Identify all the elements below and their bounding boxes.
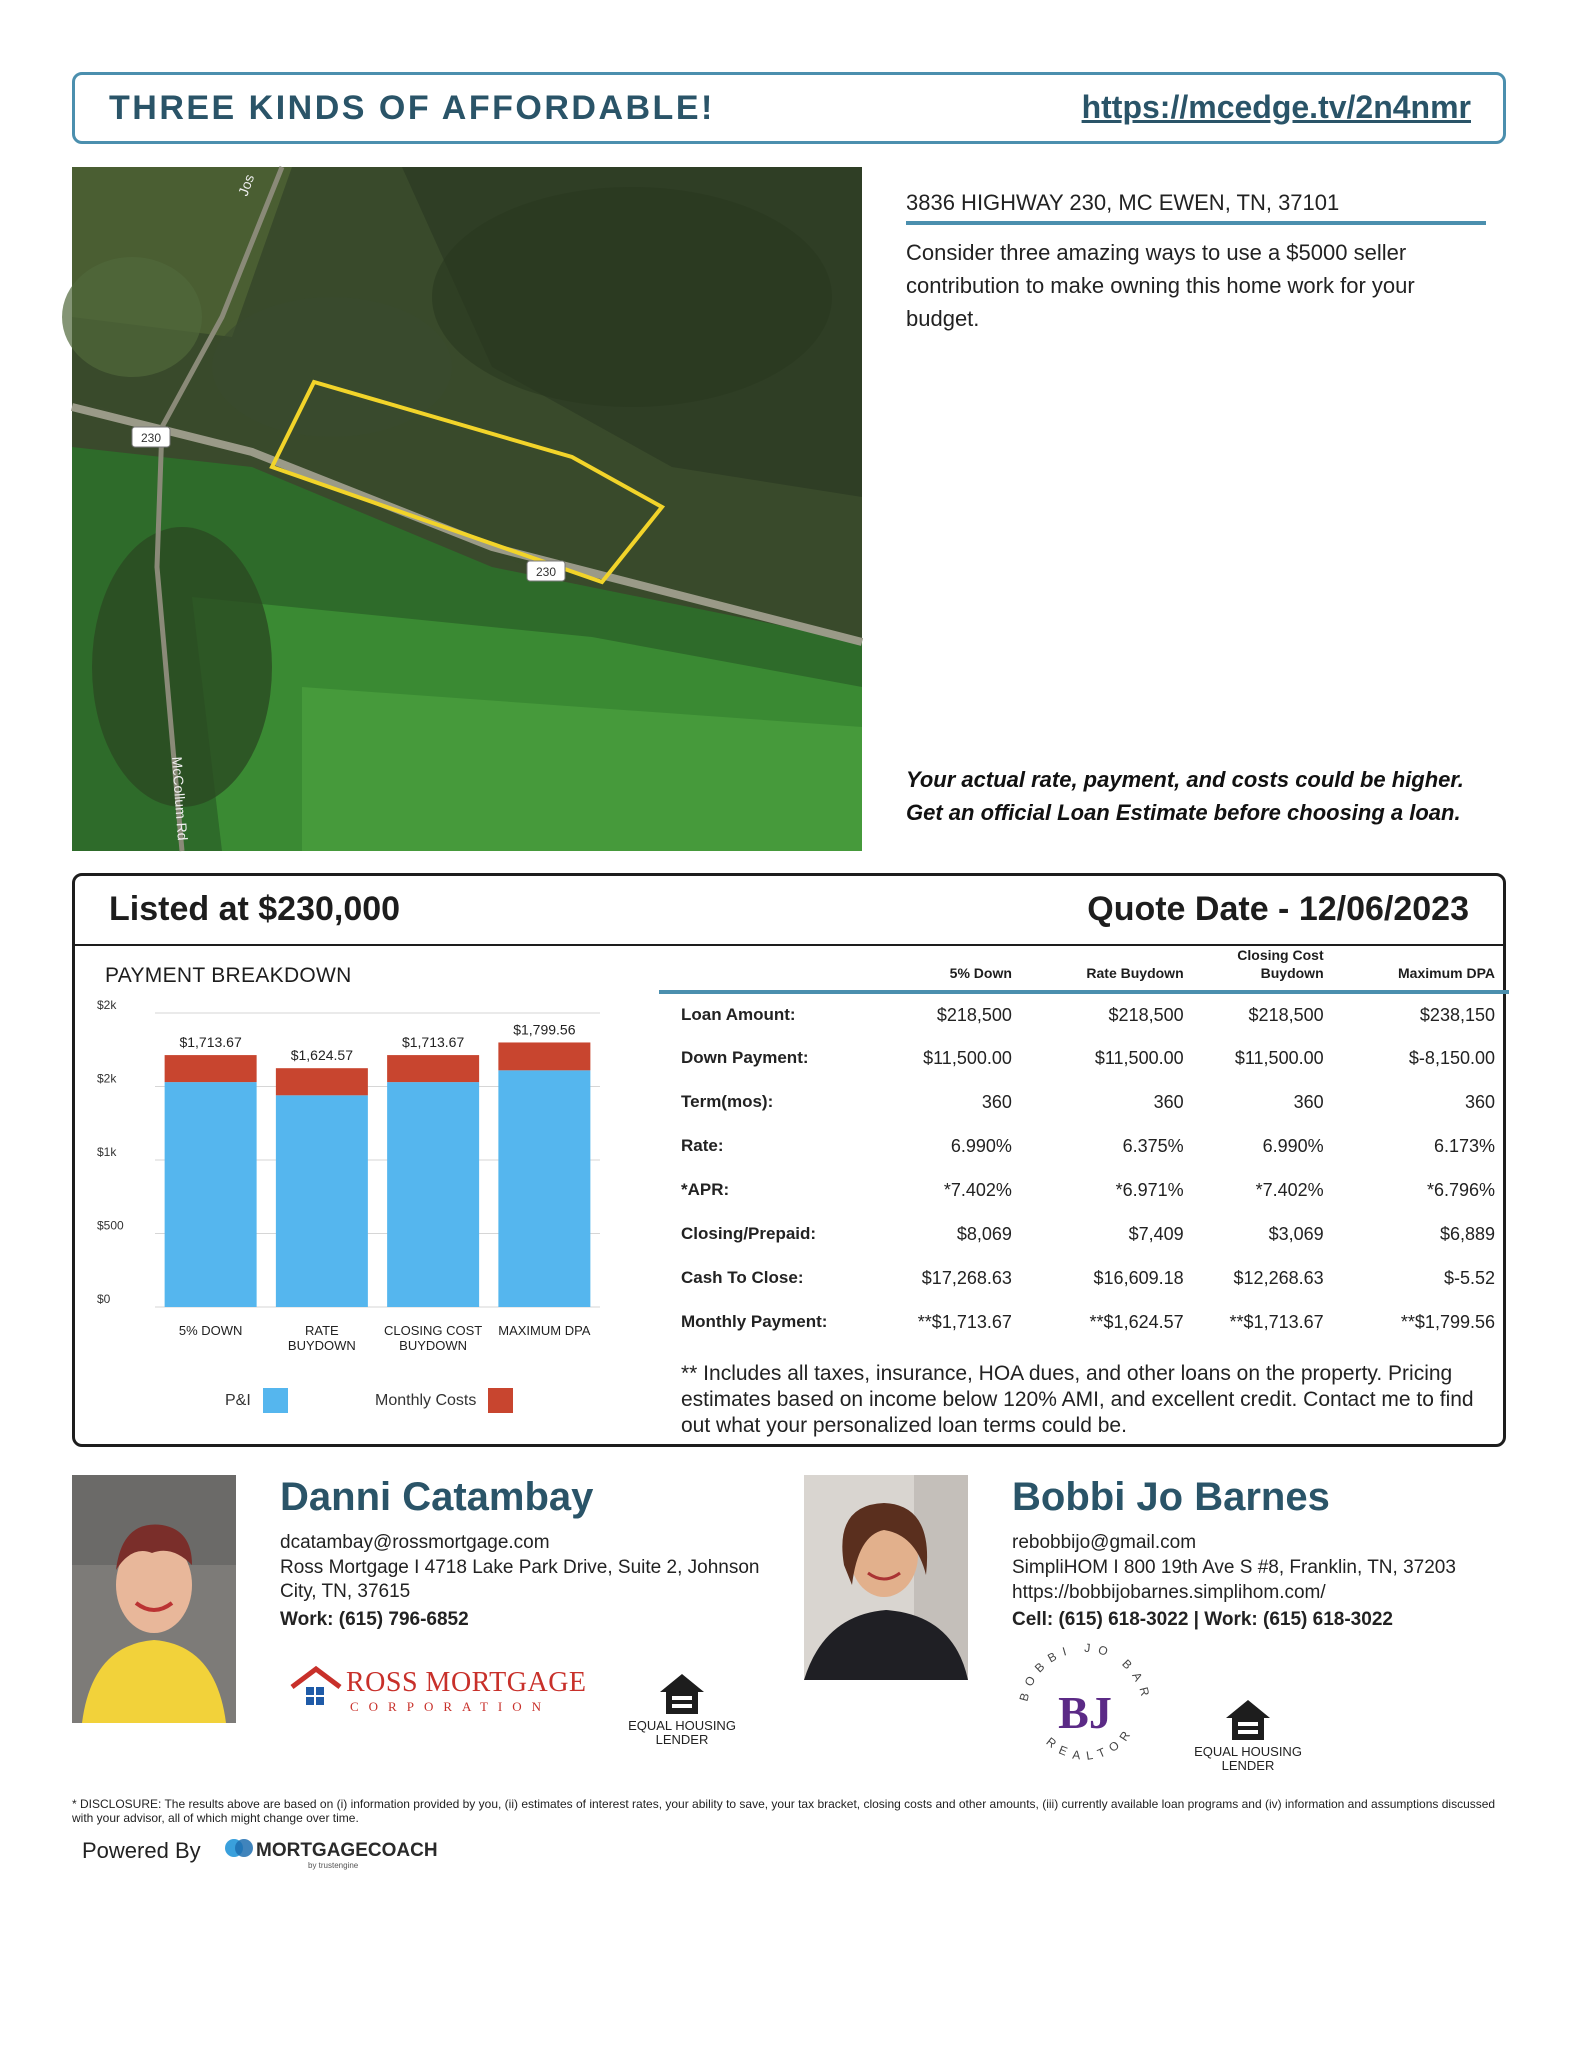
row-label: Cash To Close: [681, 1268, 804, 1287]
chart-title: PAYMENT BREAKDOWN [105, 964, 352, 987]
house-icon [288, 1665, 344, 1709]
bar-total-label: $1,713.67 [179, 1034, 242, 1051]
x-tick-label: RATE [305, 1323, 339, 1338]
table-cell: *7.402% [1255, 1179, 1324, 1200]
legend-monthly-label: Monthly Costs [375, 1391, 477, 1409]
row-label: Rate: [681, 1136, 724, 1155]
table-cell: $-5.52 [1443, 1267, 1495, 1288]
table-cell: $238,150 [1419, 1004, 1495, 1025]
mortgagecoach-logo [222, 1834, 438, 1879]
listing-price: Listed at $230,000 [109, 890, 401, 928]
agent-email-danni[interactable]: dcatambay@rossmortgage.com [280, 1532, 550, 1553]
mortgagecoach-sub: by trustengine [308, 1861, 359, 1870]
ehl-line-2: LENDER [1221, 1758, 1275, 1773]
payment-chart [95, 991, 615, 1371]
ehl-line-1: EQUAL HOUSING [628, 1718, 736, 1733]
table-row [659, 1256, 1509, 1300]
road-label-1: 230 [140, 431, 162, 445]
agent-address-bobbi: SimpliHOM I 800 19th Ave S #8, Franklin, TN, 37203 [1012, 1557, 1456, 1578]
table-cell: $12,268.63 [1233, 1267, 1324, 1288]
avatar [72, 1475, 236, 1723]
equal-housing-logo-2 [1188, 1698, 1308, 1773]
agent-photo-danni [72, 1475, 236, 1723]
y-tick-label: $2k [97, 1071, 117, 1086]
table-cell: 360 [1153, 1091, 1184, 1112]
page-title: THREE KINDS OF AFFORDABLE! [109, 89, 715, 127]
property-address: 3836 HIGHWAY 230, MC EWEN, TN, 37101 [906, 190, 1340, 215]
realtor-seal [1005, 1630, 1165, 1790]
table-header-blank [659, 946, 859, 992]
agent-name-bobbi: Bobbi Jo Barnes [1012, 1475, 1330, 1519]
column-header: Rate Buydown [1086, 965, 1184, 981]
road-name-2: Jos [234, 172, 258, 199]
table-row [659, 1124, 1509, 1168]
row-label: *APR: [681, 1180, 730, 1199]
bar-monthly-costs [276, 1068, 368, 1095]
table-row [659, 1300, 1509, 1344]
ross-mortgage-logo [288, 1665, 588, 1725]
disclosure-text: * DISCLOSURE: The results above are based on (i) information provided by you, (ii) estimates of interest rates, your ability to save, your tax bracket, closing costs and other amounts, (iii) currently available loan programs and (iv) information and assumptions discussed with your advisor, all of which might change over time. [72, 1797, 1496, 1825]
table-cell: 6.990% [1262, 1135, 1324, 1156]
ehl-line-2: LENDER [655, 1732, 709, 1747]
logo-arc-top: BOBBI JO BAR [1016, 1640, 1154, 1705]
table-cell: $6,889 [1439, 1223, 1495, 1244]
table-cell: **$1,713.67 [1229, 1311, 1324, 1332]
agent-phone-danni[interactable]: Work: (615) 796-6852 [280, 1609, 469, 1630]
share-link[interactable]: https://mcedge.tv/2n4nmr [1081, 89, 1471, 125]
bobbi-jo-realtor-logo [1005, 1630, 1165, 1790]
table-cell: **$1,624.57 [1089, 1311, 1184, 1332]
table-cell: $218,500 [1248, 1004, 1324, 1025]
header-banner [72, 72, 1506, 144]
agent-name-danni: Danni Catambay [280, 1475, 594, 1519]
y-tick-label: $500 [97, 1218, 124, 1233]
bar-total-label: $1,624.57 [290, 1047, 354, 1064]
table-cell: **$1,799.56 [1400, 1311, 1495, 1332]
column-header: Maximum DPA [1398, 965, 1495, 981]
loan-estimate-disclaimer: Your actual rate, payment, and costs could be higher. Get an official Loan Estimate before choosing a loan. [906, 767, 1464, 825]
table-cell: $218,500 [1108, 1004, 1184, 1025]
table-cell: $11,500.00 [1094, 1047, 1184, 1068]
agent-email-bobbi[interactable]: rebobbijo@gmail.com [1012, 1532, 1197, 1553]
table-cell: $11,500.00 [1234, 1047, 1324, 1068]
logo-monogram: BJ [1058, 1687, 1112, 1738]
legend-pi [225, 1388, 288, 1413]
bar-pi [498, 1070, 590, 1307]
table-row [659, 992, 1509, 1036]
bar-pi [387, 1082, 479, 1307]
logo-arc-bottom: REALTOR [1043, 1722, 1137, 1764]
bar-pi [276, 1095, 368, 1307]
x-tick-label: MAXIMUM DPA [498, 1323, 591, 1338]
equal-housing-logo-1 [622, 1672, 742, 1747]
agent-website-bobbi[interactable]: https://bobbijobarnes.simplihom.com/ [1012, 1582, 1326, 1603]
y-tick-label: $1k [97, 1145, 117, 1159]
road-label-2: 230 [535, 565, 557, 579]
column-header: Closing Cost Buydown [1237, 947, 1324, 981]
agent-phone-bobbi[interactable]: Cell: (615) 618-3022 | Work: (615) 618-3022 [1012, 1609, 1393, 1630]
property-map[interactable] [72, 167, 862, 851]
table-cell: $-8,150.00 [1408, 1047, 1495, 1068]
legend-pi-label: P&I [225, 1391, 251, 1409]
mortgagecoach-brand: MORTGAGECOACH [256, 1840, 438, 1861]
mortgagecoach-mark [222, 1834, 438, 1874]
table-row [659, 1212, 1509, 1256]
table-cell: *6.971% [1115, 1179, 1184, 1200]
table-cell: $7,409 [1128, 1223, 1184, 1244]
address-divider [906, 221, 1486, 225]
table-cell: **$1,713.67 [917, 1311, 1012, 1332]
bar-total-label: $1,799.56 [513, 1021, 576, 1038]
legend-monthly-swatch [488, 1388, 513, 1413]
ross-logo-sub: CORPORATION [350, 1699, 552, 1714]
x-tick-label: 5% DOWN [178, 1323, 243, 1338]
x-tick-label: BUYDOWN [287, 1338, 356, 1353]
row-label: Loan Amount: [681, 1005, 796, 1024]
x-tick-label: BUYDOWN [399, 1338, 468, 1353]
column-header: 5% Down [949, 965, 1012, 981]
powered-by-label: Powered By [82, 1838, 201, 1863]
table-row [659, 1036, 1509, 1080]
bar-monthly-costs [387, 1055, 479, 1082]
row-label: Term(mos): [681, 1092, 774, 1111]
row-label: Down Payment: [681, 1048, 809, 1067]
quote-date: Quote Date - 12/06/2023 [1087, 890, 1469, 928]
agent-address-danni-1: Ross Mortgage I 4718 Lake Park Drive, Suite 2, Johnson [280, 1557, 760, 1578]
table-row [659, 1080, 1509, 1124]
x-tick-label: CLOSING COST [384, 1323, 483, 1338]
table-cell: *7.402% [943, 1179, 1012, 1200]
loan-footnote: ** Includes all taxes, insurance, HOA dues, and other loans on the property. Pricing estimates based on income below 120% AMI, and excellent credit. Contact me to find out what your personalized loan terms could be. [681, 1362, 1474, 1437]
table-cell: $8,069 [956, 1223, 1012, 1244]
intro-text: Consider three amazing ways to use a $5000 seller contribution to make owning this home work for your budget. [906, 240, 1415, 331]
table-cell: 6.990% [950, 1135, 1012, 1156]
table-row [659, 1168, 1509, 1212]
ehl-line-1: EQUAL HOUSING [1194, 1744, 1302, 1759]
equal-housing-icon [1224, 1698, 1272, 1742]
avatar [804, 1475, 968, 1680]
table-cell: 360 [1293, 1091, 1324, 1112]
table-cell: *6.796% [1426, 1179, 1495, 1200]
table-header-row [659, 946, 1509, 992]
agent-photo-bobbi [804, 1475, 968, 1680]
ross-logo-text: ROSS MORTGAGE [346, 1667, 587, 1698]
table-cell: $16,609.18 [1093, 1267, 1184, 1288]
road-name-1: McCollum Rd [169, 756, 191, 842]
bar-total-label: $1,713.67 [401, 1034, 465, 1051]
bar-pi [165, 1082, 257, 1307]
table-cell: 6.173% [1433, 1135, 1495, 1156]
table-cell: 360 [981, 1091, 1012, 1112]
bar-monthly-costs [498, 1042, 590, 1070]
table-cell: $11,500.00 [923, 1047, 1012, 1068]
loan-comparison-table [659, 946, 1509, 1344]
y-tick-label: $2k [97, 998, 117, 1012]
row-label: Closing/Prepaid: [681, 1224, 817, 1243]
y-tick-label: $0 [97, 1292, 111, 1306]
agent-address-danni-2: City, TN, 37615 [280, 1581, 411, 1602]
legend-monthly-costs [375, 1388, 513, 1413]
table-cell: 360 [1464, 1091, 1495, 1112]
equal-housing-icon [658, 1672, 706, 1716]
legend-pi-swatch [263, 1388, 288, 1413]
listing-panel [72, 873, 1506, 1447]
bar-monthly-costs [165, 1055, 257, 1082]
table-cell: $17,268.63 [921, 1267, 1012, 1288]
row-label: Monthly Payment: [681, 1312, 828, 1331]
table-cell: $218,500 [936, 1004, 1012, 1025]
satellite-image [72, 167, 862, 851]
table-cell: 6.375% [1122, 1135, 1184, 1156]
table-cell: $3,069 [1268, 1223, 1324, 1244]
